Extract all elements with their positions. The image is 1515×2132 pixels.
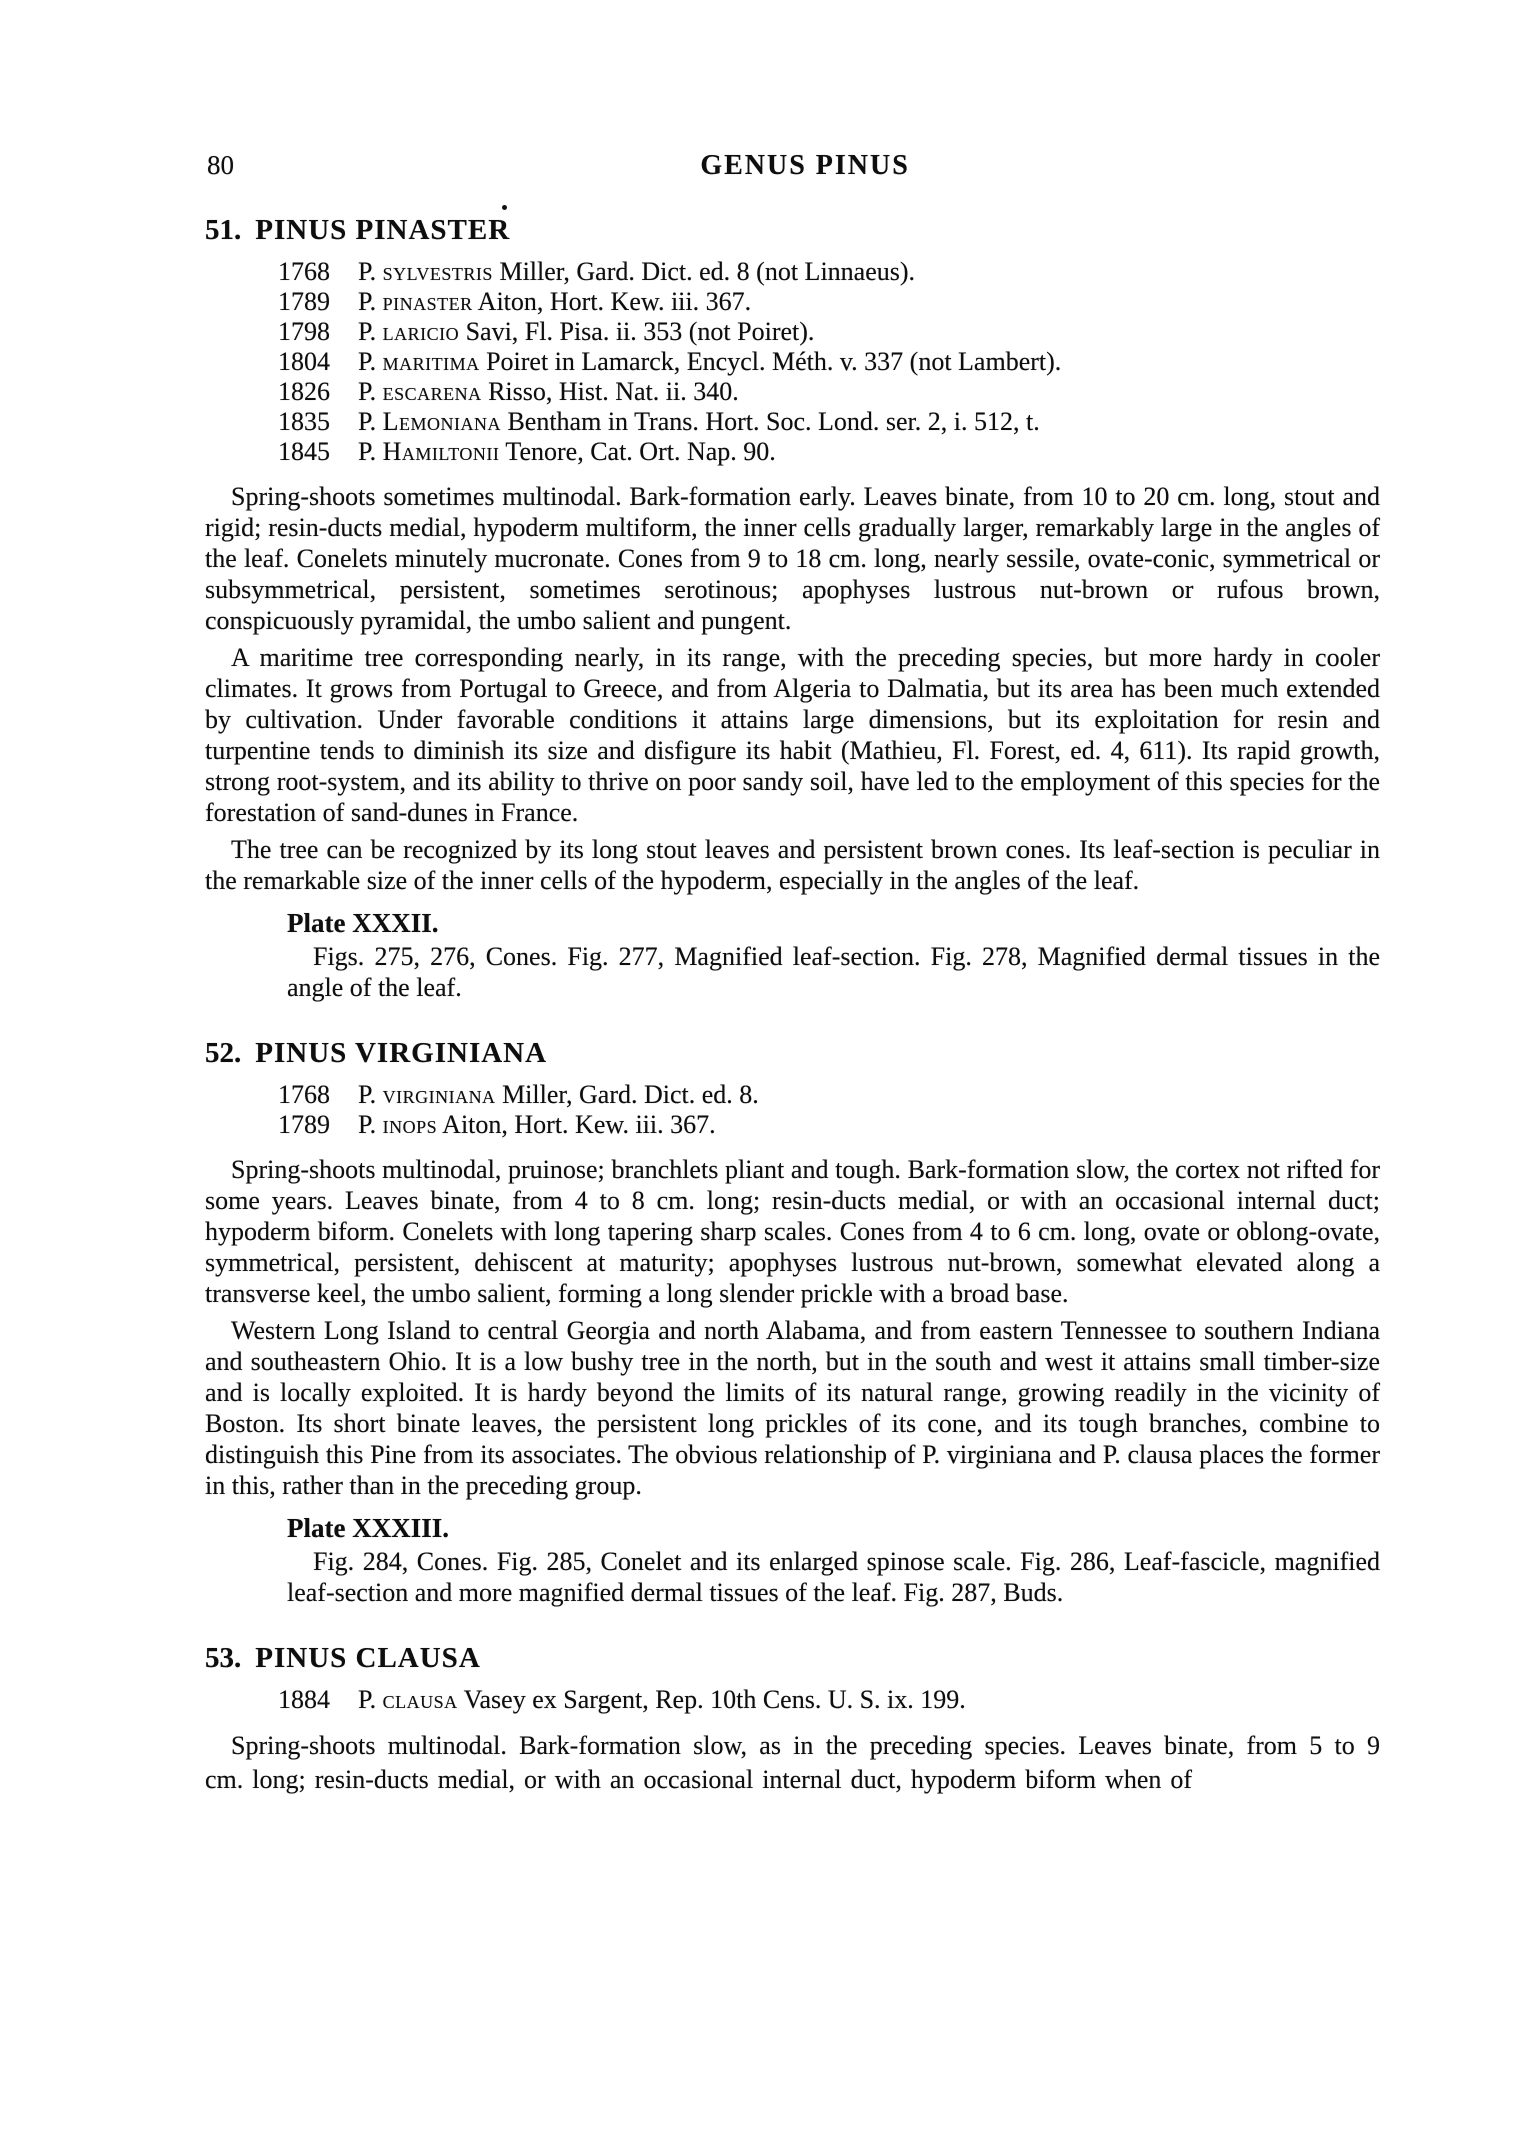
synonymy-year: 1804: [278, 347, 330, 376]
citation: Aiton, Hort. Kew. iii. 367.: [477, 287, 752, 316]
ink-dot-artifact: [502, 205, 507, 210]
paragraph: Spring-shoots multinodal, pruinose; branchlets pliant and tough. Bark-formation slow, the cortex not rifted for some years. Leaves binate, from 4 to 8 cm. long; resin-ducts medial, or with an occasional internal duct; hypoderm biform. Conelets with long tapering sharp scales. Cones from 4 to 6 cm. long, ovate or oblong-ovate, symmetrical, persistent, dehiscent at maturity; apophyses lustrous nut-brown, somewhat elevated along a transverse keel, the umbo salient, forming a long slender prickle with a broad base.: [205, 1155, 1380, 1308]
synonymy-entry: [205, 317, 1380, 347]
genus-abbrev: P.: [358, 1685, 377, 1714]
genus-abbrev: P.: [358, 257, 377, 286]
citation: Aiton, Hort. Kew. iii. 367.: [442, 1110, 716, 1139]
synonymy-year: 1798: [278, 317, 330, 346]
citation: Bentham in Trans. Hort. Soc. Lond. ser. 2, i. 512, t.: [507, 407, 1040, 436]
species-section-53: [205, 1642, 1380, 1797]
citation: Tenore, Cat. Ort. Nap. 90.: [505, 437, 776, 466]
citation: Poiret in Lamarck, Encycl. Méth. v. 337 (not Lambert).: [486, 347, 1062, 376]
genus-abbrev: P.: [358, 407, 377, 436]
species-name: clausa: [382, 1685, 458, 1714]
synonymy-entry: [205, 1080, 1380, 1110]
synonymy-entry: [205, 257, 1380, 287]
genus-abbrev: P.: [358, 377, 377, 406]
synonymy-year: 1789: [278, 287, 330, 316]
synonymy-entry: [205, 1110, 1380, 1140]
species-section-52: [205, 1037, 1380, 1608]
running-title: GENUS PINUS: [700, 150, 910, 181]
species-name: laricio: [382, 317, 460, 346]
synonymy-year: 1845: [278, 437, 330, 466]
plate-title: Plate XXXII.: [287, 908, 439, 938]
plate-caption: Figs. 275, 276, Cones. Fig. 277, Magnified leaf-section. Fig. 278, Magnified dermal tissues in the angle of the leaf.: [287, 942, 1380, 1002]
synonymy-entry: [205, 1685, 1380, 1715]
section-heading: [205, 1037, 1380, 1070]
synonymy-year: 1884: [278, 1685, 330, 1714]
plate-reference: [287, 1513, 1380, 1608]
page-content: [205, 150, 1380, 1819]
synonymy-entry: [205, 347, 1380, 377]
paragraph: The tree can be recognized by its long stout leaves and persistent brown cones. Its leaf-section is peculiar in the remarkable size of the inner cells of the hypoderm, especially in the angles of the leaf.: [205, 835, 1380, 895]
paragraph: A maritime tree corresponding nearly, in its range, with the preceding species, but more hardy in cooler climates. It grows from Portugal to Greece, and from Algeria to Dalmatia, but its area has been much extended by cultivation. Under favorable conditions it attains large dimensions, but its exploitation for resin and turpentine tends to diminish its size and disfigure its habit (Mathieu, Fl. Forest, ed. 4, 611). Its rapid growth, strong root-system, and its ability to thrive on poor sandy soil, have led to the employment of this species for the forestation of sand-dunes in France.: [205, 643, 1380, 827]
citation: Savi, Fl. Pisa. ii. 353 (not Poiret).: [465, 317, 815, 346]
species-name: sylvestris: [382, 257, 493, 286]
species-name: pinaster: [382, 287, 473, 316]
section-number: 51.: [205, 214, 242, 246]
citation: Miller, Gard. Dict. ed. 8.: [502, 1080, 759, 1109]
section-heading: [205, 214, 1380, 247]
plate-reference: [287, 908, 1380, 1003]
synonymy-entry: [205, 437, 1380, 467]
species-section-51: [205, 214, 1380, 1003]
citation: Risso, Hist. Nat. ii. 340.: [488, 377, 739, 406]
species-name: Hamiltonii: [382, 437, 500, 466]
paragraph: Spring-shoots multinodal. Bark-formation slow, as in the preceding species. Leaves binate, from 5 to 9 cm. long; resin-ducts medial, or with an occasional internal duct, hypoderm biform when of: [205, 1731, 1380, 1794]
synonymy-list: [205, 1685, 1380, 1715]
paragraph: Western Long Island to central Georgia and north Alabama, and from eastern Tennessee to southern Indiana and southeastern Ohio. It is a low bushy tree in the north, but in the south and west it attains small timber-size and is locally exploited. It is hardy beyond the limits of its natural range, growing readily in the vicinity of Boston. Its short binate leaves, the persistent long prickles of its cone, and its tough branches, combine to distinguish this Pine from its associates. The obvious relationship of P. virginiana and P. clausa places the former in this, rather than in the preceding group.: [205, 1316, 1380, 1500]
genus-abbrev: P.: [358, 317, 377, 346]
section-title: PINUS CLAUSA: [255, 1642, 481, 1674]
genus-abbrev: P.: [358, 1110, 377, 1139]
page-header: [205, 150, 1380, 184]
synonymy-year: 1768: [278, 1080, 330, 1109]
section-number: 52.: [205, 1037, 242, 1069]
synonymy-entry: [205, 287, 1380, 317]
paragraph: Spring-shoots sometimes multinodal. Bark-formation early. Leaves binate, from 10 to 20 cm. long, stout and rigid; resin-ducts medial, hypoderm multiform, the inner cells gradually larger, remarkably large in the angles of the leaf. Conelets minutely mucronate. Cones from 9 to 18 cm. long, nearly sessile, ovate-conic, symmetrical or subsymmetrical, persistent, sometimes serotinous; apophyses lustrous nut-brown or rufous brown, conspicuously pyramidal, the umbo salient and pungent.: [205, 482, 1380, 635]
synonymy-list: [205, 1080, 1380, 1140]
genus-abbrev: P.: [358, 287, 377, 316]
species-name: maritima: [382, 347, 480, 376]
genus-abbrev: P.: [358, 437, 377, 466]
species-name: inops: [382, 1110, 438, 1139]
citation: Vasey ex Sargent, Rep. 10th Cens. U. S. ix. 199.: [463, 1685, 966, 1714]
synonymy-year: 1826: [278, 377, 330, 406]
genus-abbrev: P.: [358, 347, 377, 376]
synonymy-list: [205, 257, 1380, 467]
plate-title: Plate XXXIII.: [287, 1513, 449, 1543]
genus-abbrev: P.: [358, 1080, 377, 1109]
section-title: PINUS PINASTER: [255, 214, 511, 246]
page-number: 80: [207, 150, 234, 180]
species-name: escarena: [382, 377, 482, 406]
section-number: 53.: [205, 1642, 242, 1674]
synonymy-entry: [205, 377, 1380, 407]
citation: Miller, Gard. Dict. ed. 8 (not Linnaeus).: [499, 257, 916, 286]
section-heading: [205, 1642, 1380, 1675]
synonymy-year: 1789: [278, 1110, 330, 1139]
synonymy-entry: [205, 407, 1380, 437]
species-name: Lemoniana: [382, 407, 501, 436]
section-title: PINUS VIRGINIANA: [255, 1037, 548, 1069]
synonymy-year: 1835: [278, 407, 330, 436]
species-name: virginiana: [382, 1080, 496, 1109]
plate-caption: Fig. 284, Cones. Fig. 285, Conelet and its enlarged spinose scale. Fig. 286, Leaf-fascicle, magnified leaf-section and more magnified dermal tissues of the leaf. Fig. 287, Buds.: [287, 1547, 1380, 1607]
synonymy-year: 1768: [278, 257, 330, 286]
